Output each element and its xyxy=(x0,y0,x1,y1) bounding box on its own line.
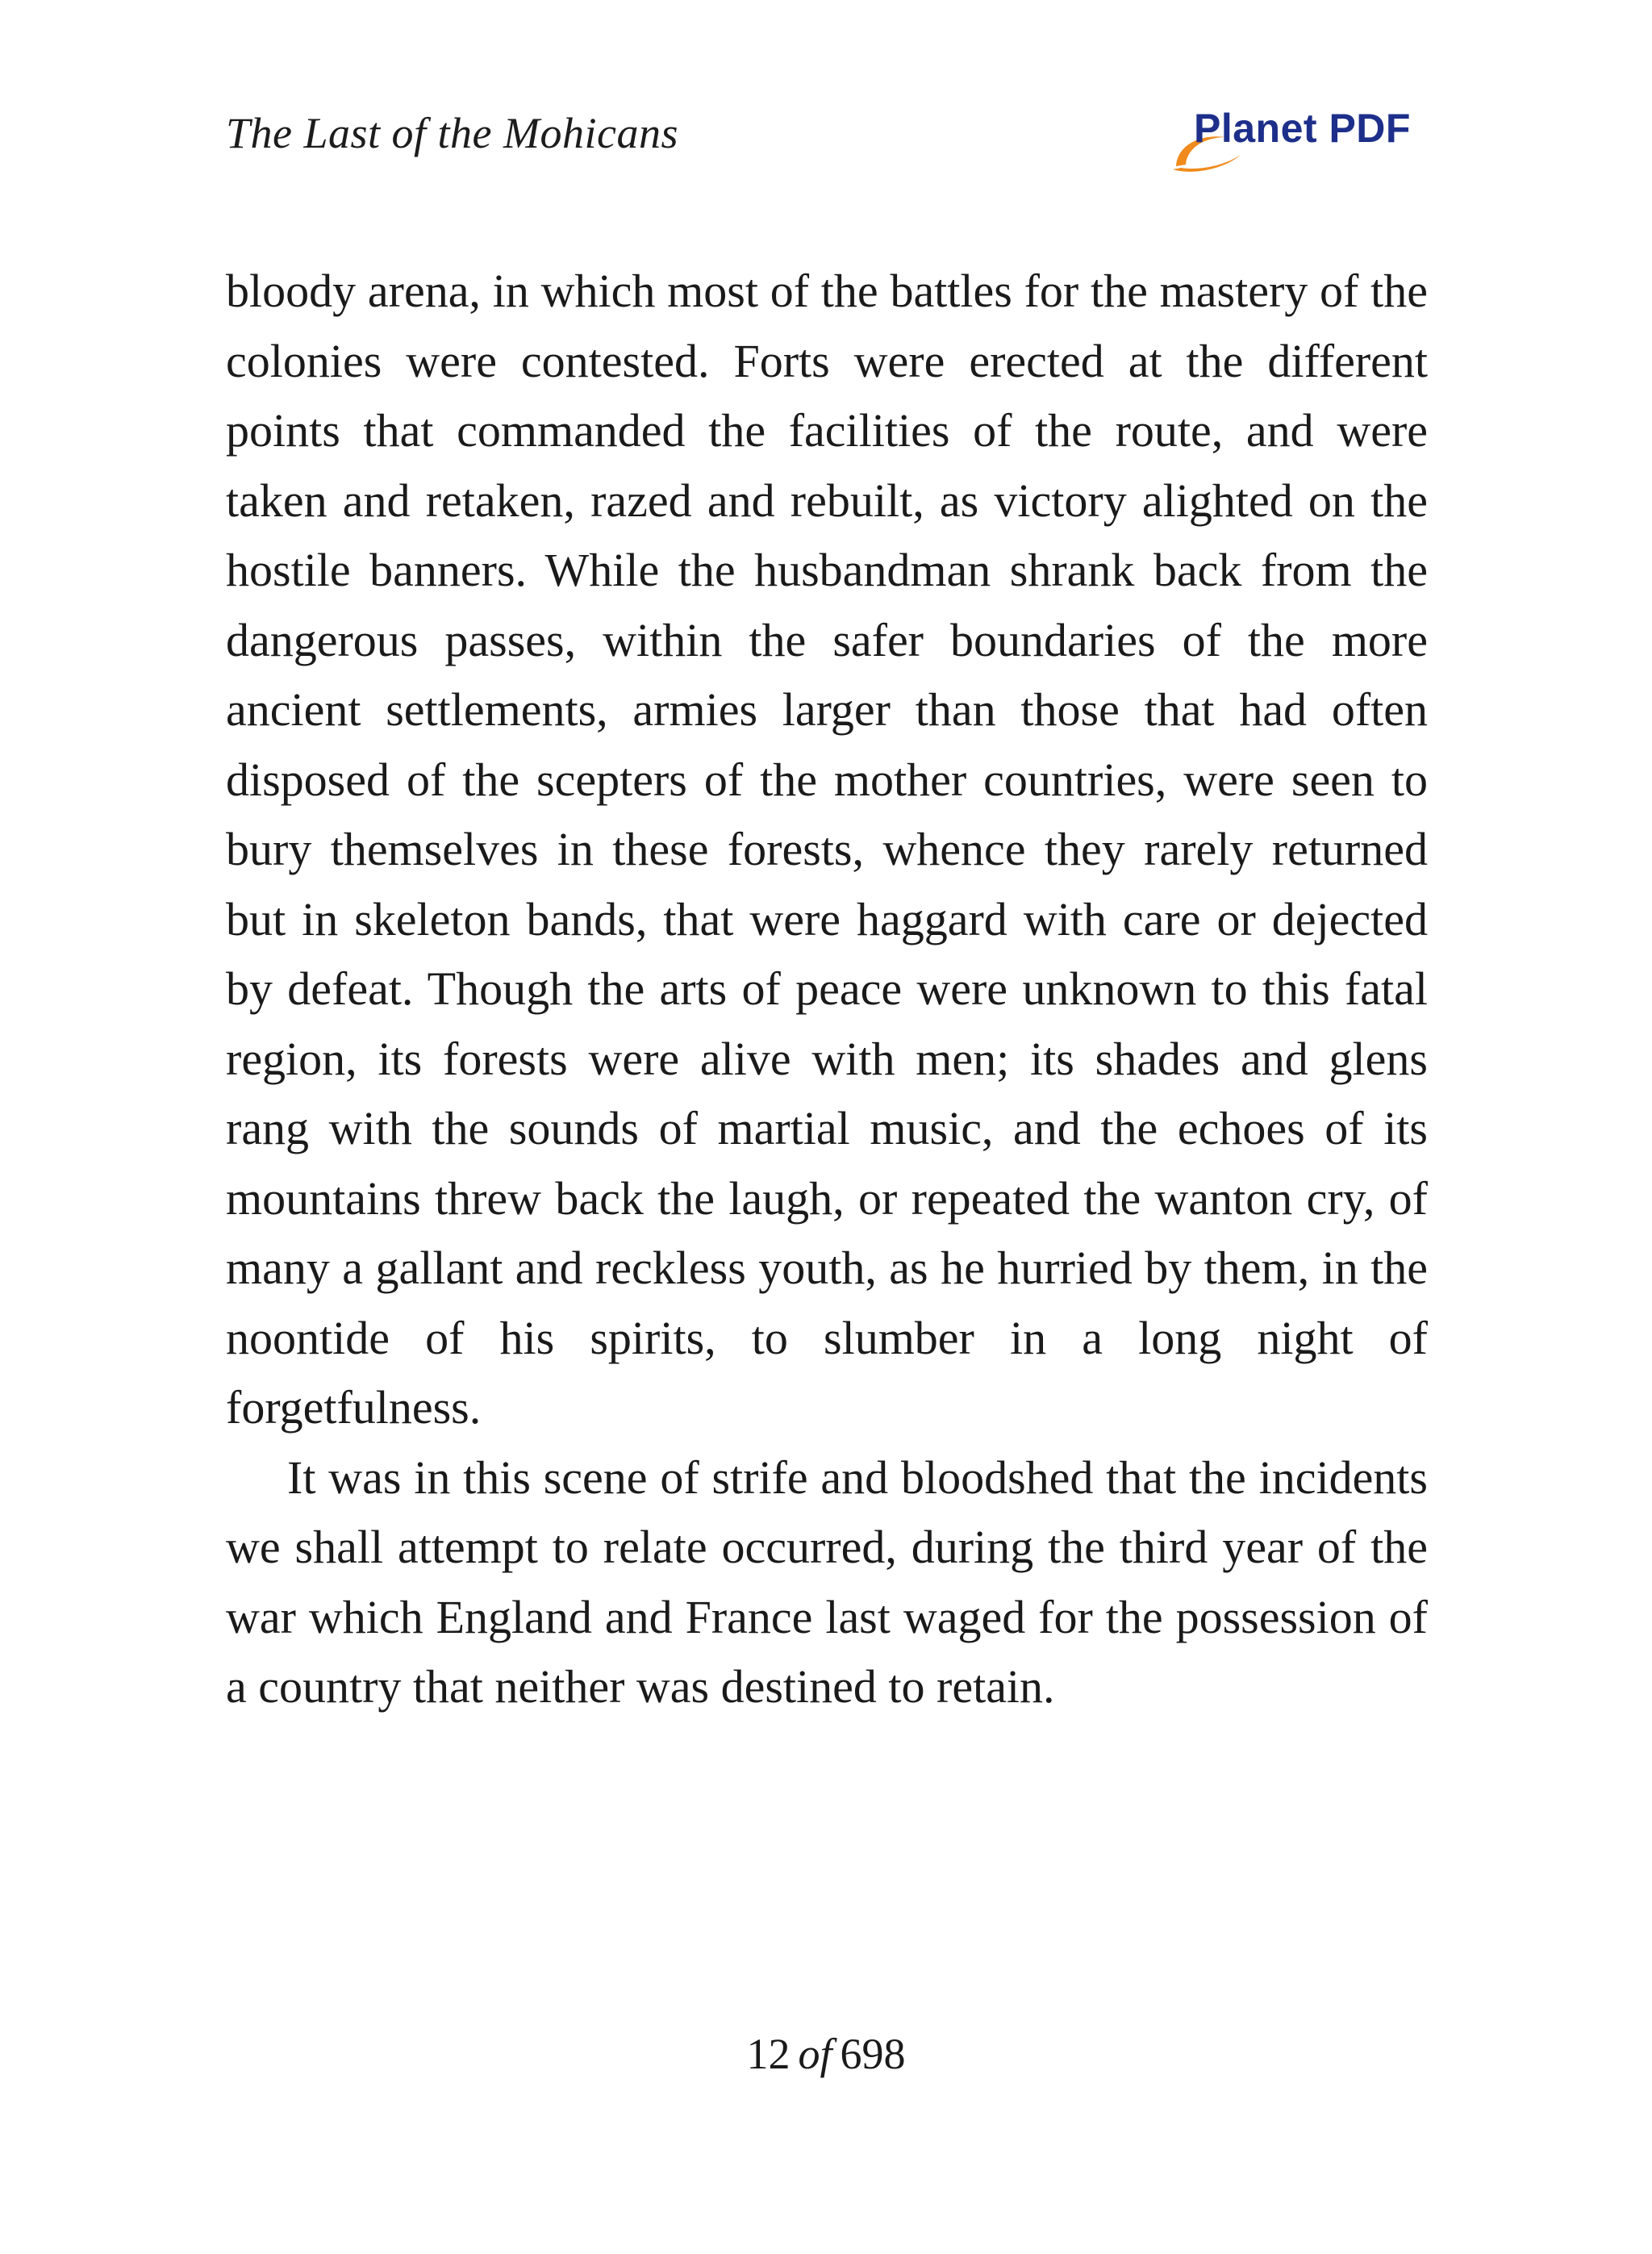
current-page: 12 xyxy=(746,2030,791,2078)
body-text xyxy=(226,257,1428,1722)
page-number xyxy=(0,2029,1652,2079)
book-title: The Last of the Mohicans xyxy=(226,109,678,157)
total-pages: 698 xyxy=(840,2030,906,2078)
planet-pdf-logo xyxy=(1170,105,1428,169)
paragraph: It was in this scene of strife and bloodshed that the incidents we shall attempt to relate occurred, during the third year of the war which England and France last waged for the possession of a country that neither was destined to retain. xyxy=(226,1450,1428,1713)
page-header xyxy=(226,105,1428,177)
paragraph-continued: bloody arena, in which most of the battles for the mastery of the colonies were contested. Forts were erected at the different points that commanded the facilities of the route, and were taken and retaken, razed and rebuilt, as victory alighted on the hostile banners. While the husbandman shrank back from the dangerous passes, within the safer boundaries of the more ancient settlements, armies larger than those that had often disposed of the scepters of the mother countries, were seen to bury themselves in these forests, whence they rarely returned but in skeleton bands, that were haggard with care or dejected by defeat. Though the arts of peace were unknown to this fatal region, its forests were alive with men; its shades and glens rang with the sounds of martial music, and the echoes of its mountains threw back the laugh, or repeated the wanton cry, of many a gallant and reckless youth, as he hurried by them, in the noontide of his spirits, to slumber in a long night of forgetfulness. xyxy=(226,265,1428,1434)
page-of-word: of xyxy=(798,2030,832,2078)
logo-text: Planet PDF xyxy=(1194,106,1411,151)
